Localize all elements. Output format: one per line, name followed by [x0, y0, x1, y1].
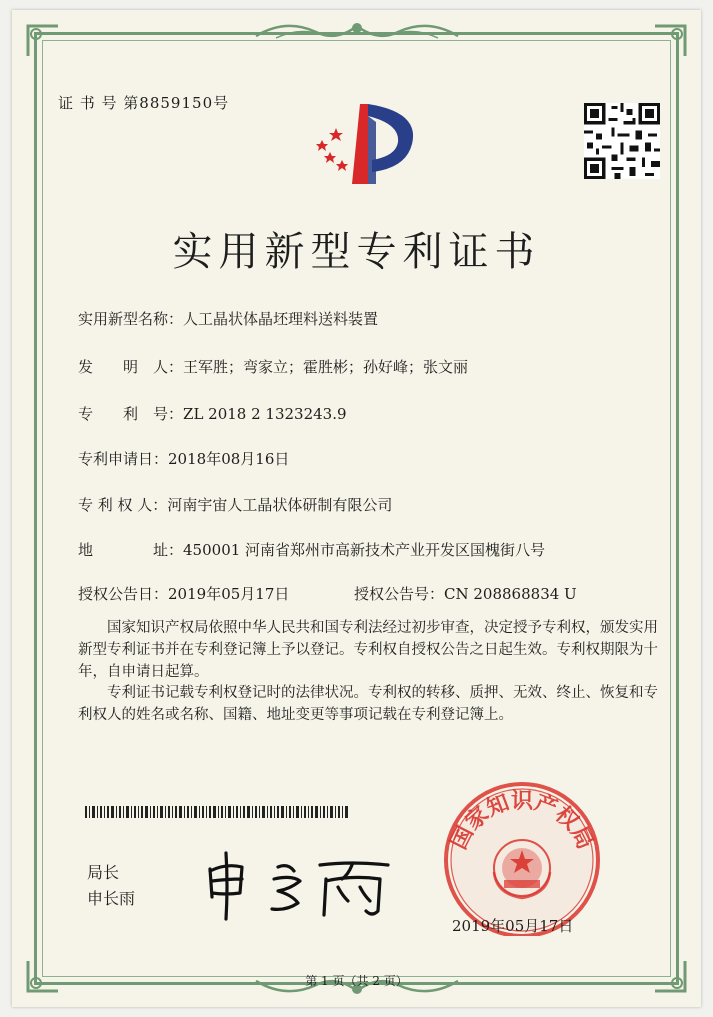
certificate-sheet	[12, 10, 701, 1007]
field-label: 授权公告日：	[78, 585, 169, 603]
seal-date: 2019年05月17日	[452, 917, 574, 935]
official-seal-icon	[434, 776, 609, 936]
field-inventor	[78, 356, 468, 377]
field-label: 专 利 权 人：	[78, 496, 168, 514]
field-label: 实用新型名称：	[78, 310, 184, 328]
barcode-icon	[85, 806, 348, 818]
field-patentee	[78, 494, 392, 515]
certificate-title: 实用新型专利证书	[172, 229, 541, 275]
field-grant-number	[354, 583, 577, 604]
field-value: 河南宇宙人工晶状体研制有限公司	[167, 496, 393, 514]
field-value: CN 208868834 U	[444, 585, 577, 603]
field-label: 地 址：	[78, 541, 184, 559]
field-label: 专利申请日：	[78, 450, 169, 468]
field-value: ZL 2018 2 1323243.9	[183, 405, 347, 423]
body-paragraph-1: 国家知识产权局依照中华人民共和国专利法经过初步审查，决定授予专利权，颁发实用新型专利证书并在专利登记簿上予以登记。专利权自授权公告之日起生效。专利权期限为十年，自申请日起算。	[78, 620, 658, 680]
field-value: 450001 河南省郑州市高新技术产业开发区国槐街八号	[183, 541, 546, 559]
field-grant-date	[78, 583, 289, 604]
qr-code-icon	[584, 103, 660, 179]
certificate-number: 证 书 号 第8859150号	[58, 94, 230, 112]
handwritten-signature	[202, 845, 402, 925]
corner-ornament-top-left	[26, 24, 60, 58]
top-center-ornament	[246, 16, 468, 46]
body-paragraph-2: 专利证书记载专利权登记时的法律状况。专利权的转移、质押、无效、终止、恢复和专利权人的姓名或名称、国籍、地址变更等事项记载在专利登记簿上。	[78, 685, 658, 723]
field-label: 专 利 号：	[78, 405, 184, 423]
signatory-title: 局长	[87, 863, 120, 882]
field-label: 发 明 人：	[78, 358, 184, 376]
cnipa-logo-icon	[308, 98, 428, 190]
field-patent-number	[78, 403, 347, 424]
field-address	[78, 539, 545, 560]
field-value: 2018年08月16日	[168, 450, 290, 468]
page-number: 第 1 页（共 2 页）	[305, 974, 408, 988]
field-value: 2019年05月17日	[168, 585, 290, 603]
field-label: 授权公告号：	[354, 585, 445, 603]
signatory-name: 申长雨	[87, 889, 136, 908]
field-value: 王军胜；弯家立；霍胜彬；孙好峰；张文丽	[183, 358, 469, 376]
field-utility-model-name	[78, 308, 378, 329]
seal-lettering: 国家知识产权局	[446, 789, 598, 854]
corner-ornament-top-right	[653, 24, 687, 58]
field-filing-date	[78, 448, 289, 469]
field-value: 人工晶状体晶坯理料送料装置	[183, 310, 379, 328]
